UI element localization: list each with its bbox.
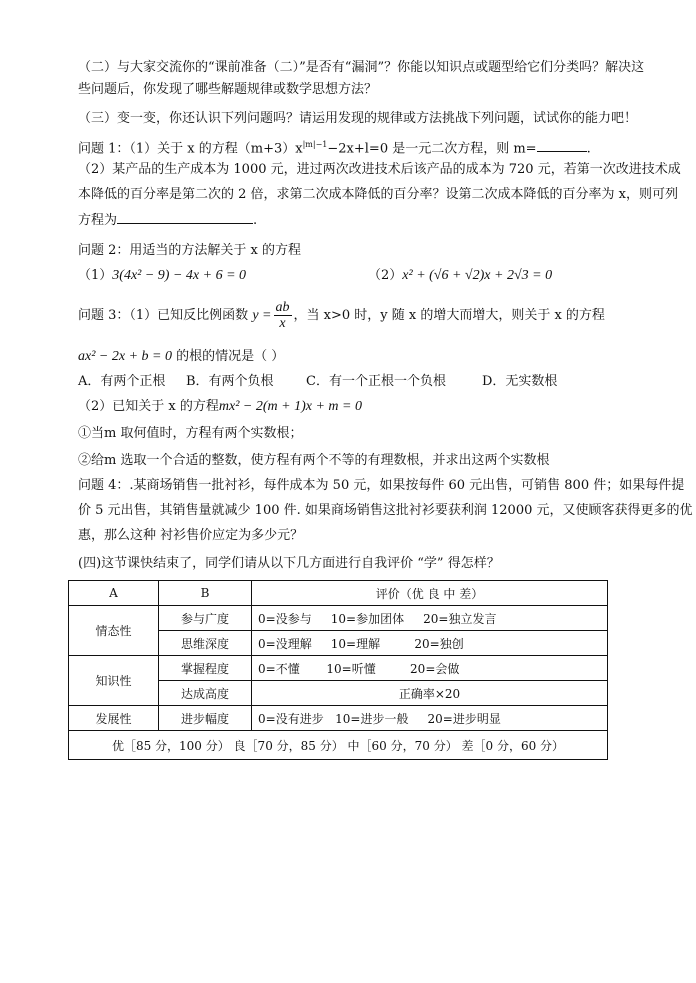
header-b: B: [159, 581, 252, 606]
problem-2-eq-1: [78, 268, 246, 284]
problem-2-eq-2: [368, 268, 552, 284]
problem-2-title: 问题 2：用适当的方法解关于 x 的方程: [78, 243, 301, 258]
problem-3-part-1-line-2: [78, 349, 284, 365]
problem-3-item-2: ②给m 选取一个合适的整数，使方程有两个不等的有理数根，并求出这两个实数根: [78, 453, 550, 468]
q3-equation: ax² − 2x + b = 0: [78, 349, 172, 364]
problem-1-part-1: [78, 137, 591, 157]
table-row: [69, 706, 608, 731]
eq-1-label: （1）: [78, 268, 113, 283]
group-label: 发展性: [69, 706, 159, 731]
q3-fraction-numerator: ab: [275, 300, 290, 315]
answer-blank-equation[interactable]: [117, 223, 253, 224]
criterion-label: 掌握程度: [159, 656, 252, 681]
p2-line3-prefix: 方程为: [78, 213, 118, 228]
self-evaluation-table: [68, 580, 608, 760]
problem-1-part-2-line-3: [78, 213, 257, 229]
q3-part2-equation: mx² − 2(m + 1)x + m = 0: [218, 399, 362, 414]
criterion-label: 进步幅度: [159, 706, 252, 731]
header-a: A: [69, 581, 159, 606]
criterion-label: 思维深度: [159, 631, 252, 656]
problem-1-part-2-line-1: （2）某产品的生产成本为 1000 元，进过两次改进技术后该产品的成本为 720 元，若第一次改进技术成: [78, 162, 681, 177]
table-header-row: [69, 581, 608, 606]
q3-question: 的根的情况是（ ）: [171, 349, 285, 364]
choice-a[interactable]: A．有两个正根: [78, 374, 166, 389]
eq-2-math: x² + (√6 + √2)x + 2√3 = 0: [402, 268, 553, 283]
table-row: [69, 606, 608, 631]
choice-c[interactable]: C．有一个正根一个负根: [306, 374, 446, 389]
criterion-scale: 0=不懂 10=听懂 20=会做: [252, 656, 608, 681]
criterion-scale: 0=没有进步 10=进步一般 20=进步明显: [252, 706, 608, 731]
p1-text-mid: −2x+l=0 是一元二次方程，则 m=: [327, 141, 537, 157]
problem-1-part-2-line-2: 本降低的百分率是第二次的 2 倍，求第二次成本降低的百分率？设第二次成本降低的百分率为 x，则可列: [78, 187, 679, 202]
q3-part2-prefix: （2）已知关于 x 的方程: [78, 399, 219, 414]
criterion-scale: 0=没参与 10=参加团体 20=独立发言: [252, 606, 608, 631]
criterion-label: 参与广度: [159, 606, 252, 631]
criterion-label: 达成高度: [159, 681, 252, 706]
problem-3-item-1: ①当m 取何值时，方程有两个实数根；: [78, 426, 303, 441]
eq-1-math: 3(4x² − 9) − 4x + 6 = 0: [112, 268, 247, 283]
criterion-scale: 0=没理解 10=理解 20=独创: [252, 631, 608, 656]
problem-4-line-2: 价 5 元出售，其销售量就减少 100 件. 如果商场销售这批衬衫要获利润 12000 元，又使顾客获得更多的优: [78, 503, 693, 518]
problem-3-part-2: [78, 399, 362, 415]
problem-3-part-1: [78, 296, 605, 336]
choice-b[interactable]: B．有两个负根: [186, 374, 274, 389]
q3-prefix: 问题 3：（1）已知反比例函数: [78, 308, 249, 323]
eq-2-label: （2）: [368, 268, 403, 283]
p1-text-prefix: 问题 1：（1）关于 x 的方程（m+3）x: [78, 141, 303, 157]
section-2-line-1: （二）与大家交流你的“课前准备（二）”是否有“漏洞”？你能以知识点或题型给它们分类吗？解决这: [78, 60, 645, 75]
header-evaluation: 评价（优 良 中 差）: [252, 581, 608, 606]
q3-fraction-denominator: x: [279, 316, 286, 331]
section-3-line-1: （三）变一变，你还认识下列问题吗？请运用发现的规律或方法挑战下列问题，试试你的能力吧！: [78, 111, 638, 126]
q3-function-lhs: y =: [252, 308, 272, 323]
section-4-intro: (四)这节课快结束了，同学们请从以下几方面进行自我评价 “学” 得怎样？: [78, 556, 500, 571]
p1-exponent: |m|−1: [302, 140, 328, 149]
choice-d[interactable]: D．无实数根: [482, 374, 558, 389]
answer-blank-m[interactable]: [537, 151, 587, 152]
table-footer-row: [69, 731, 608, 760]
problem-4-line-3: 惠，那么这种 衬衫售价应定为多少元？: [78, 528, 304, 543]
group-label: 知识性: [69, 656, 159, 706]
section-2-line-2: 些问题后，你发现了哪些解题规律或数学思想方法？: [78, 82, 378, 97]
q3-fraction: [274, 300, 292, 331]
grading-scale-footer: 优［85 分，100 分） 良［70 分，85 分） 中［60 分，70 分） 差［0 分，60 分）: [69, 731, 608, 760]
table-row: [69, 656, 608, 681]
group-label: 情态性: [69, 606, 159, 656]
q3-suffix: ，当 x>0 时，y 随 x 的增大而增大，则关于 x 的方程: [293, 308, 605, 323]
p2-line3-end: .: [253, 213, 258, 228]
problem-4-line-1: 问题 4：.某商场销售一批衬衫，每件成本为 50 元，如果按每件 60 元出售，可销售 800 件；如果每件提: [78, 478, 685, 493]
p1-text-end: .: [586, 141, 591, 157]
criterion-scale: 正确率×20: [252, 681, 608, 706]
